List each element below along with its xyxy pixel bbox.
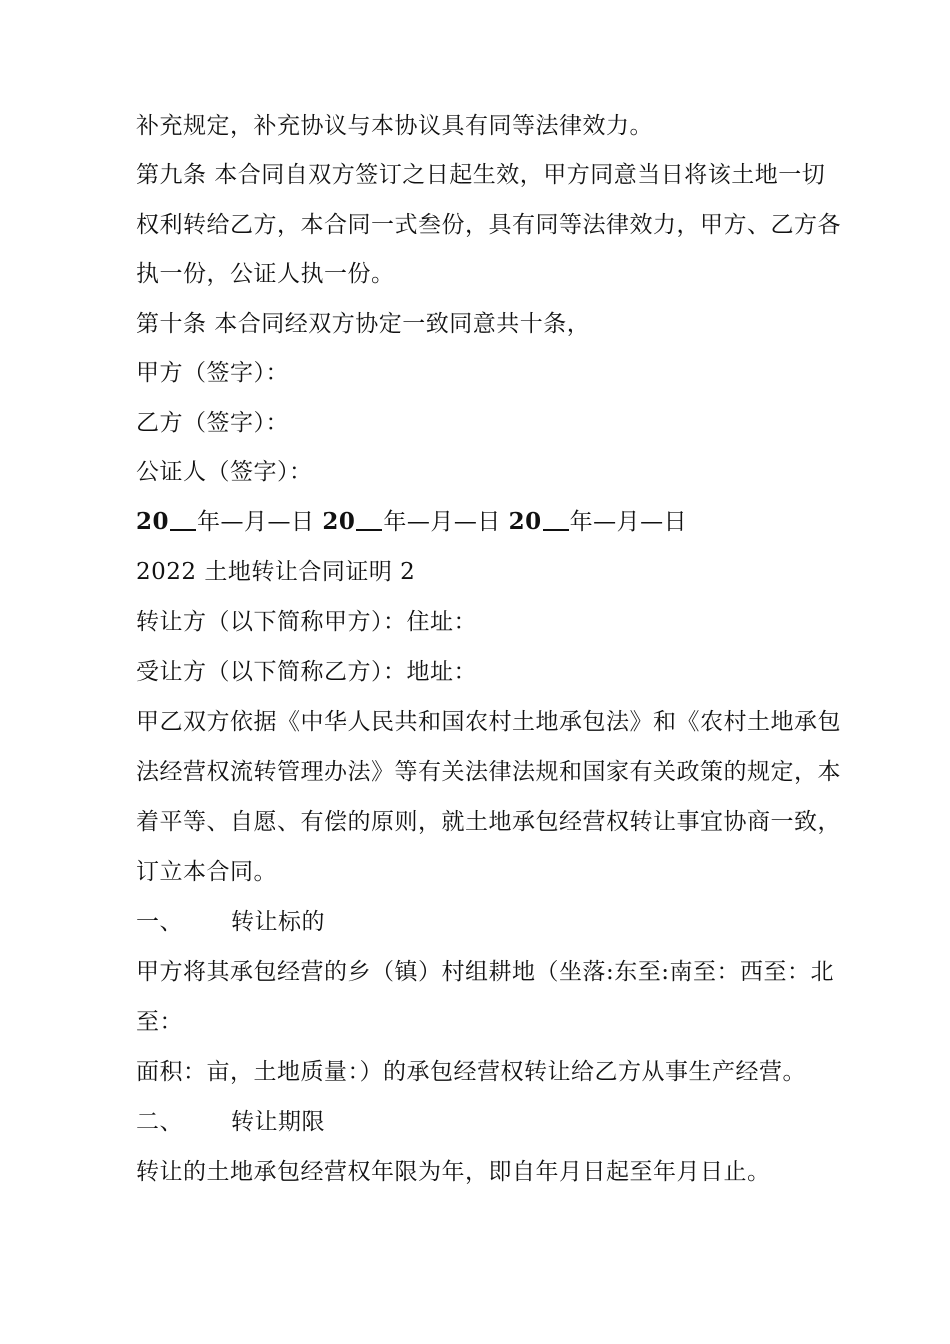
section2-line-1: 转让的土地承包经营权年限为年，即自年月日起至年月日止。 xyxy=(136,1159,771,1185)
preamble-line-4: 订立本合同。 xyxy=(136,859,277,885)
section-number: 二、 xyxy=(136,1109,183,1135)
preamble-line-3: 着平等、自愿、有偿的原则，就土地承包经营权转让事宜协商一致， xyxy=(136,809,841,835)
section-number: 一、 xyxy=(136,909,183,935)
date-blank xyxy=(356,509,382,531)
date-rest: 年—月—日 xyxy=(383,509,501,535)
section1-line-2: 至： xyxy=(136,1009,183,1035)
date-blank xyxy=(170,509,196,531)
contract-heading: 2022 土地转让合同证明 2 xyxy=(136,559,416,585)
section1-line-1: 甲方将其承包经营的乡（镇）村组耕地（坐落:东至:南至：西至：北 xyxy=(136,959,834,985)
date-year-prefix: 20 xyxy=(322,508,356,535)
party-a-signature: 甲方（签字）： xyxy=(136,360,289,386)
article-nine-line-2: 权利转给乙方，本合同一式叁份，具有同等法律效力，甲方、乙方各 xyxy=(136,212,841,238)
section-title: 转让期限 xyxy=(231,1109,325,1135)
preamble-line-2: 法经营权流转管理办法》等有关法律法规和国家有关政策的规定，本 xyxy=(136,759,841,785)
transferor-line: 转让方（以下简称甲方）：住址： xyxy=(136,609,477,635)
date-line xyxy=(136,507,687,537)
notary-signature: 公证人（签字）： xyxy=(136,459,313,485)
transferee-line: 受让方（以下简称乙方）：地址： xyxy=(136,659,477,685)
date-blank xyxy=(543,509,569,531)
date-year-prefix: 20 xyxy=(136,508,170,535)
date-rest: 年—月—日 xyxy=(569,509,688,535)
article-ten-line: 第十条 本合同经双方协定一致同意共十条， xyxy=(136,311,591,337)
section1-line-3: 面积：亩，土地质量：）的承包经营权转让给乙方从事生产经营。 xyxy=(136,1059,806,1085)
article-nine-line-1: 第九条 本合同自双方签订之日起生效，甲方同意当日将该土地一切 xyxy=(136,162,826,188)
article-nine-line-3: 执一份，公证人执一份。 xyxy=(136,261,395,287)
preamble-line-1: 甲乙双方依据《中华人民共和国农村土地承包法》和《农村土地承包 xyxy=(136,709,841,735)
section-heading-1 xyxy=(136,907,325,937)
party-b-signature: 乙方（签字）： xyxy=(136,410,289,436)
date-rest: 年—月—日 xyxy=(197,509,315,535)
date-year-prefix: 20 xyxy=(508,508,542,535)
text-line: 补充规定，补充协议与本协议具有同等法律效力。 xyxy=(136,113,653,139)
section-title: 转让标的 xyxy=(231,909,325,935)
section-heading-2 xyxy=(136,1107,325,1137)
